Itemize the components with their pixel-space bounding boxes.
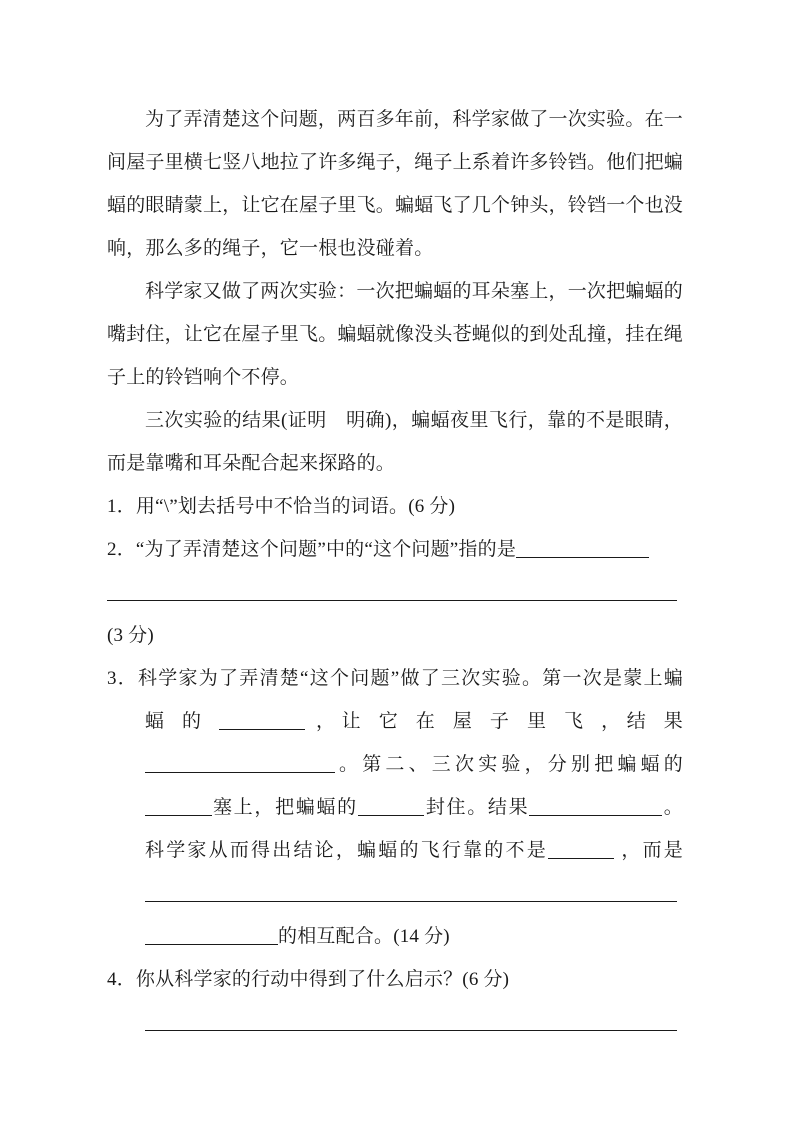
passage-line: 响，那么多的绳子，它一根也没碰着。 <box>107 238 434 259</box>
question-line: 蝠 的 ，让 它 在 屋 子 里 飞 ，结 果 <box>145 711 683 732</box>
answer-blank <box>548 858 615 859</box>
question-line: 塞上，把蝙蝠的 封住。结果 。 <box>107 786 683 829</box>
passage-line: 子上的铃铛响个不停。 <box>107 367 300 388</box>
question-line: 1．用“\”划去括号中不恰当的词语。(6 分) <box>107 496 456 517</box>
answer-blank <box>145 772 335 773</box>
question-line: 。第二、三次实验，分别把蝙蝠的 <box>107 743 683 786</box>
passage-line: 间屋子里横七竖八地拉了许多绳子，绳子上系着许多铃铛。他们把蝙 <box>107 152 684 173</box>
answer-blank <box>145 1030 677 1031</box>
passage-line: 嘴封住，让它在屋子里飞。蝙蝠就像没头苍蝇似的到处乱撞，挂在绳 <box>107 324 684 345</box>
question-line <box>107 1001 683 1044</box>
answer-blank <box>145 815 212 816</box>
passage-line: 三次实验的结果(证明 明确)，蝙蝠夜里飞行，靠的不是眼睛， <box>145 410 683 431</box>
question-line <box>107 571 683 614</box>
question-line: (3 分) <box>107 625 154 646</box>
answer-blank <box>219 729 305 730</box>
question-line <box>107 872 683 915</box>
answer-blank <box>145 944 278 945</box>
answer-blank <box>529 815 662 816</box>
passage-line: 为了弄清楚这个问题，两百多年前，科学家做了一次实验。在一 <box>145 109 683 130</box>
question-line: 4．你从科学家的行动中得到了什么启示？(6 分) <box>107 969 510 990</box>
answer-blank <box>145 901 677 902</box>
passage-line: 科学家又做了两次实验：一次把蝙蝠的耳朵塞上，一次把蝙蝠的 <box>145 281 683 302</box>
question-line: 的相互配合。(14 分) <box>107 915 683 958</box>
answer-blank <box>516 557 649 558</box>
question-line: 科学家从而得出结论，蝙蝠的飞行靠的不是 ，而是 <box>145 840 683 861</box>
passage-line: 蝠的眼睛蒙上，让它在屋子里飞。蝙蝠飞了几个钟头，铃铛一个也没 <box>107 195 684 216</box>
question-line: 3．科学家为了弄清楚“这个问题”做了三次实验。第一次是蒙上蝙 <box>107 668 683 689</box>
answer-blank <box>107 600 677 601</box>
question-line: 2．“为了弄清楚这个问题”中的“这个问题”指的是 <box>107 528 683 571</box>
passage-line: 而是靠嘴和耳朵配合起来探路的。 <box>107 453 396 474</box>
answer-blank <box>358 815 425 816</box>
